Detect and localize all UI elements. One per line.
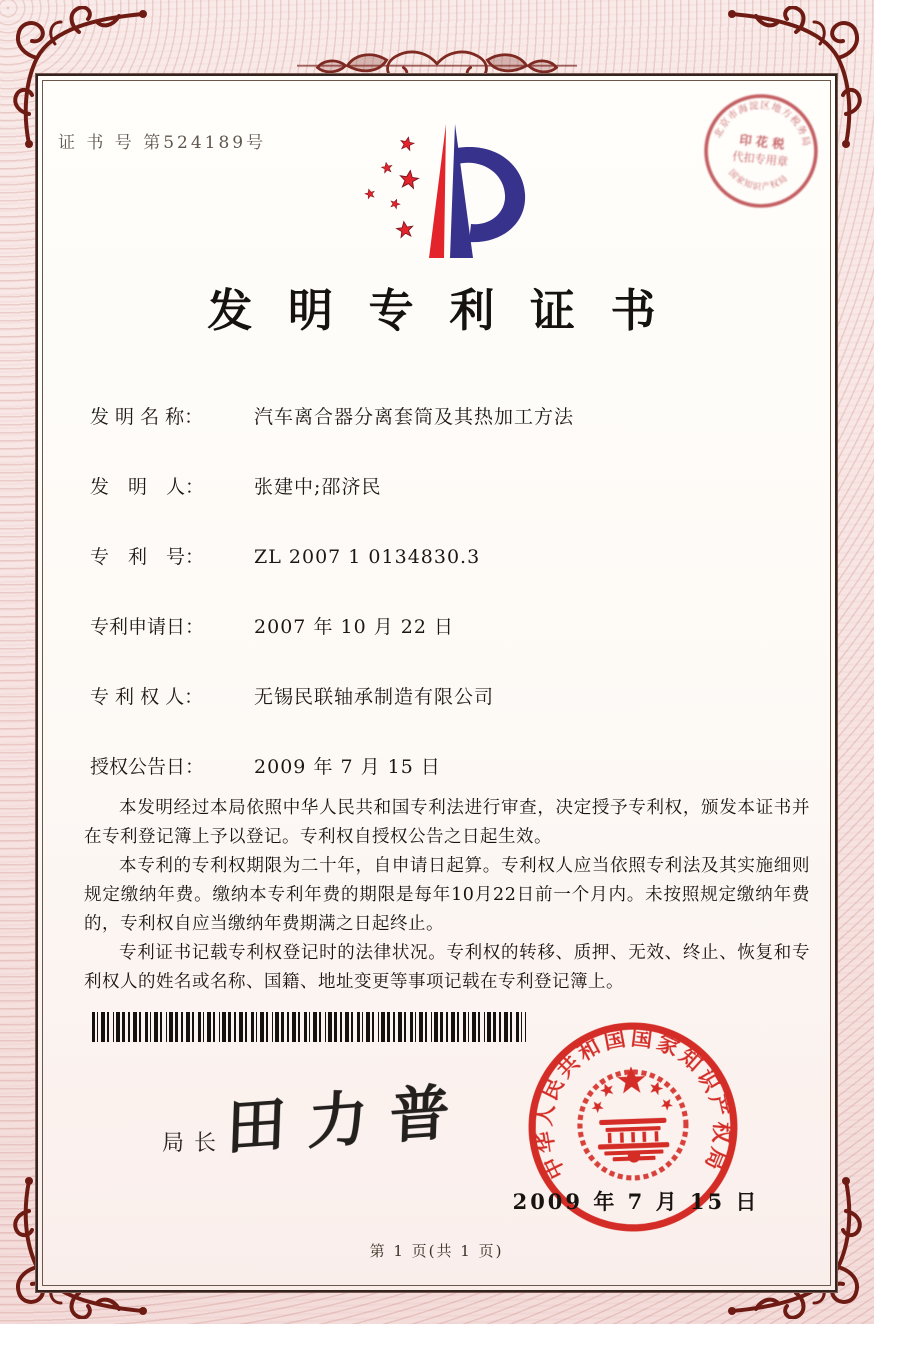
field-label: 专 利 号： [90,546,205,568]
legal-paragraph: 专利证书记载专利权登记时的法律状况。专利权的转移、质押、无效、终止、恢复和专利权人的姓名或名称、国籍、地址变更等事项记载在专利登记簿上。 [84,943,810,992]
field-value: 汽车离合器分离套筒及其热加工方法 [254,406,575,428]
legal-text [84,794,810,997]
field-label: 发 明 名 称： [90,406,204,428]
tax-stamp-ring-bottom: 国家知识产权局 [726,168,791,193]
tax-stamp-line2: 代扣专用章 [731,150,789,170]
legal-paragraph: 本专利的专利权期限为二十年，自申请日起算。专利权人应当依照专利法及其实施细则规定缴纳年费。缴纳本专利年费的期限是每年10月22日前一个月内。未按照规定缴纳年费的，专利权自应当缴纳年费期满之日起终止。 [84,856,810,934]
national-emblem-icon [578,1065,688,1180]
tax-stamp-ring-top: 北京市海淀区地方税务局 [712,100,812,149]
field-label: 授权公告日： [90,756,205,778]
field-value: 2007 年 10 月 22 日 [254,616,454,638]
certificate-number: 证 书 号 第524189号 [58,133,267,153]
seal-ring-text: 中华人民共和国国家知识产权局 [531,1025,735,1183]
field-value: 无锡民联轴承制造有限公司 [254,686,495,708]
field-label: 专利申请日： [90,616,205,638]
field-row-patent-number [90,542,810,612]
field-row-filing-date [90,612,810,682]
field-list [90,402,810,822]
page-footer: 第 1 页(共 1 页) [369,1242,504,1260]
field-row-patentee [90,682,810,752]
tax-stamp-line1: 印 花 税 [738,132,786,152]
barcode [92,1012,526,1042]
tax-stamp-seal [696,86,826,216]
director-label: 局长 [162,1131,227,1156]
director-signature: 田力普 [224,1076,473,1164]
svg-text:国家知识产权局 [725,167,792,196]
field-label: 发 明 人： [90,476,205,498]
legal-paragraph: 本发明经过本局依照中华人民共和国专利法进行审查，决定授予专利权，颁发本证书并在专利登记簿上予以登记。专利权自授权公告之日起生效。 [84,798,810,847]
field-value: ZL 2007 1 0134830.3 [254,546,481,568]
certificate-page [36,74,837,1292]
field-value: 张建中;邵济民 [254,476,382,498]
field-row-inventors [90,472,810,542]
patent-office-logo-icon [343,118,558,264]
certificate-title: 发 明 专 利 证 书 [207,284,666,337]
field-label: 专 利 权 人： [90,686,204,708]
seal-date: 2009 年 7 月 15 日 [512,1189,760,1214]
field-value: 2009 年 7 月 15 日 [254,756,441,778]
field-row-invention-name [90,402,810,472]
